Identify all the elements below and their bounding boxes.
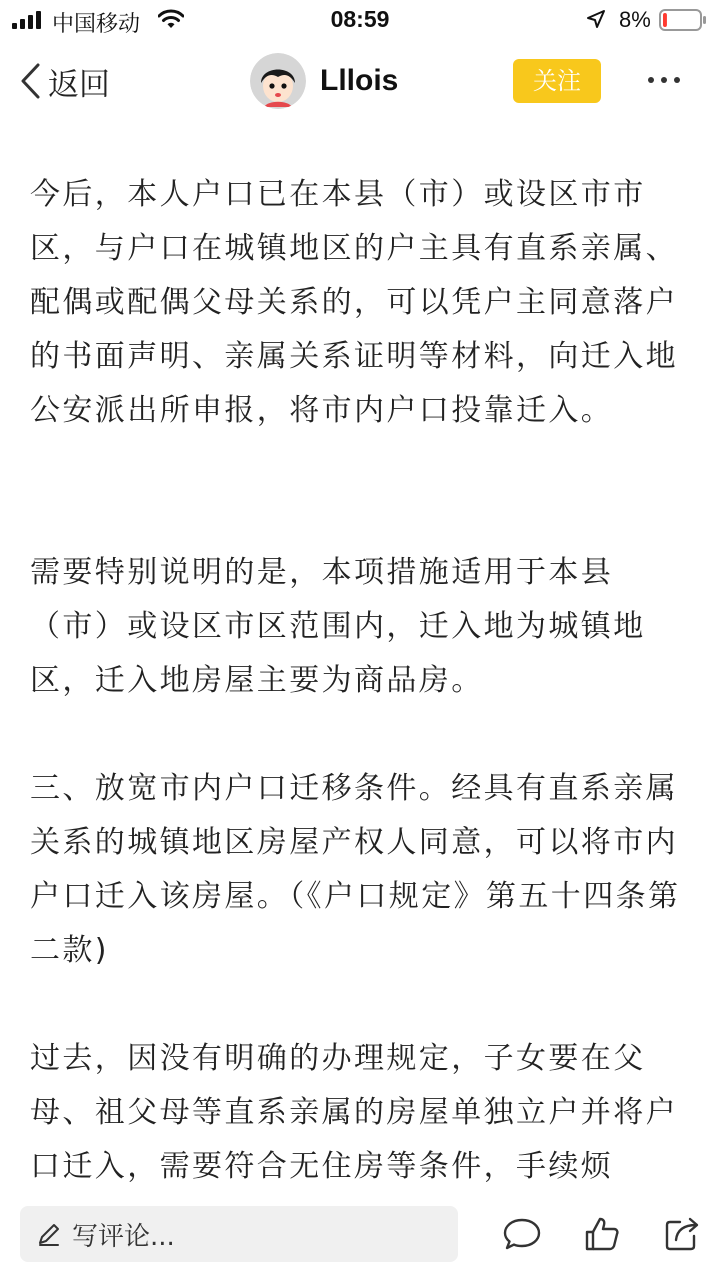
back-label: 返回: [48, 66, 110, 103]
comment-placeholder: 写评论...: [72, 1221, 175, 1252]
back-button[interactable]: [18, 58, 110, 104]
status-bar: [0, 0, 720, 40]
status-time: 08:59: [330, 6, 390, 32]
article-paragraph: 过去，因没有明确的办理规定，子女要在父母、祖父母等直系亲属的房屋单独立户并将户口迁入，需要符合无住房等条件，手续烦: [30, 1041, 678, 1182]
article-paragraph: 今后，本人户口已在本县（市）或设区市市区，与户口在城镇地区的户主具有直系亲属、配偶或配偶父母关系的，可以凭户主同意落户的书面声明、亲属关系证明等材料，向迁入地公安派出所申报，将市内户口投靠迁入。: [30, 177, 678, 428]
more-icon[interactable]: [646, 70, 682, 90]
comment-input[interactable]: [20, 1206, 458, 1262]
pencil-icon: [36, 1221, 62, 1247]
follow-button[interactable]: 关注: [513, 59, 601, 103]
share-icon[interactable]: [662, 1214, 702, 1254]
avatar[interactable]: [250, 53, 306, 109]
article-paragraph: 需要特别说明的是，本项措施适用于本县（市）或设区市区范围内，迁入地为城镇地区，迁入地房屋主要为商品房。: [30, 555, 646, 698]
chevron-left-icon: [18, 62, 42, 100]
article-body: [30, 168, 692, 1182]
nav-bar: [0, 40, 720, 122]
carrier-name: 中国移动: [52, 11, 141, 36]
author-name: Lllois: [320, 64, 399, 97]
like-icon[interactable]: [582, 1214, 622, 1254]
article-paragraph: 三、放宽市内户口迁移条件。经具有直系亲属关系的城镇地区房屋产权人同意，可以将市内户口迁入该房屋。（《户口规定》第五十四条第二款): [30, 771, 681, 968]
author-profile[interactable]: [250, 52, 398, 110]
location-arrow-icon: [586, 9, 606, 29]
battery-icon: [659, 9, 707, 31]
bottom-bar: [0, 1184, 720, 1280]
battery-percentage: 8%: [619, 7, 651, 32]
comment-icon[interactable]: [502, 1214, 542, 1254]
